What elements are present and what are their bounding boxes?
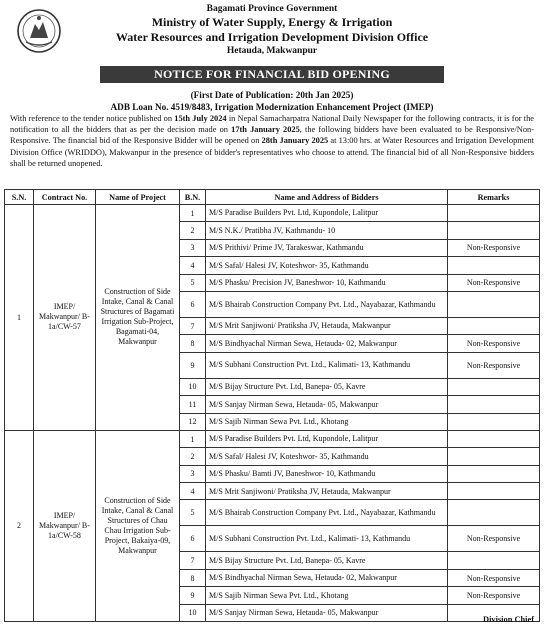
bidder-name-address: M/S Sajib Nirman Sewa Pvt. Ltd., Khotang [206, 413, 448, 430]
bidder-name-address: M/S Sanjay Nirman Sewa, Hetauda- 05, Makwanpur [206, 604, 448, 621]
bidder-number: 1 [180, 205, 206, 222]
bidder-number: 1 [180, 430, 206, 447]
header-bn: B.N. [180, 190, 206, 205]
bidder-remarks [448, 413, 540, 430]
bidder-number: 7 [180, 317, 206, 334]
office-name: Water Resources and Irrigation Development Division Office [115, 30, 429, 44]
bidder-remarks [448, 396, 540, 413]
bidder-remarks [448, 378, 540, 395]
body-text-2: in Nepal Samacharpatra National Daily Newspaper for the following contracts, it is for the notification to all the bidders that as per the decision made on [10, 114, 534, 135]
bidder-number: 7 [180, 552, 206, 569]
bidder-remarks: Non-Responsive [448, 335, 540, 352]
bidder-number: 4 [180, 483, 206, 500]
opening-date: 28th January 2025 [261, 136, 329, 146]
bidder-number: 8 [180, 569, 206, 586]
bidder-number: 5 [180, 274, 206, 291]
signature: Division Chief [483, 615, 534, 624]
bidder-name-address: M/S Bhairab Construction Company Pvt. Ltd., Nayabazar, Kathmandu [206, 291, 448, 317]
bidder-name-address: M/S Subhani Construction Pvt. Ltd., Kalimati- 13, Kathmandu [206, 526, 448, 552]
bidder-remarks: Non-Responsive [448, 239, 540, 256]
bidder-name-address: M/S Phasku/ Precision JV, Baneshwor- 10, Kathmandu [206, 274, 448, 291]
header-contract-no: Contract No. [34, 190, 96, 205]
bidder-number: 11 [180, 396, 206, 413]
bidder-number: 10 [180, 604, 206, 621]
bidder-remarks: Non-Responsive [448, 587, 540, 604]
bidder-number: 9 [180, 352, 206, 378]
bidder-number: 2 [180, 222, 206, 239]
bidder-name-address: M/S Mrit Sanjiwoni/ Pratiksha JV, Hetauda, Makwanpur [206, 317, 448, 334]
bidder-remarks [448, 448, 540, 465]
contract-number: IMEP/ Makwanpur/ B-1a/CW-58 [34, 430, 96, 621]
letterhead [0, 2, 544, 62]
loan-title: ADB Loan No. 4519/8483, Irrigation Modernization Enhancement Project (IMEP) [110, 102, 434, 112]
bidder-number: 4 [180, 257, 206, 274]
bidder-name-address: M/S Safal/ Halesi JV, Koteshwor- 35, Kathmandu [206, 448, 448, 465]
table-row [5, 430, 540, 447]
header-sn: S.N. [5, 190, 34, 205]
bidder-number: 6 [180, 291, 206, 317]
header-remarks: Remarks [448, 190, 540, 205]
bidder-name-address: M/S Bijay Structure Pvt. Ltd, Banepa- 05, Kavre [206, 378, 448, 395]
bidder-remarks [448, 500, 540, 526]
decision-date: 17th January 2025 [231, 125, 300, 135]
bidders-table-body [5, 205, 540, 622]
bidder-number: 3 [180, 239, 206, 256]
bidder-remarks: Non-Responsive [448, 526, 540, 552]
contract-number: IMEP/ Makwanpur/ B-1a/CW-57 [34, 205, 96, 431]
publication-date: (First Date of Publication: 20th Jan 2025) [190, 90, 354, 100]
bidder-remarks [448, 222, 540, 239]
table-row [5, 205, 540, 222]
bidder-name-address: M/S Sajib Nirman Sewa Pvt. Ltd., Khotang [206, 587, 448, 604]
bidder-remarks: Non-Responsive [448, 569, 540, 586]
tender-date: 15th July 2024 [174, 114, 227, 123]
bidder-name-address: M/S Sanjay Nirman Sewa, Hetauda- 05, Makwanpur [206, 396, 448, 413]
bidder-remarks [448, 465, 540, 482]
bidder-number: 9 [180, 587, 206, 604]
body-text-4: at 13:00 hrs. at Water Resources and Irrigation Development Division Office (WRIDDO), Makwanpur in the presence of bidder's representatives who choose to attend. The financial bid of all Non-Responsive bidders shall be returned unopened. [10, 136, 534, 168]
bidder-number: 10 [180, 378, 206, 395]
bidder-remarks [448, 430, 540, 447]
bidder-name-address: M/S Paradise Builders Pvt. Ltd, Kupondole, Lalitpur [206, 430, 448, 447]
body-text-3: , the following bidders have been evaluated to be Responsive/Non-Responsive. The financial bid of the Responsive Bidder will be opened on [10, 125, 535, 146]
bidder-remarks [448, 205, 540, 222]
bidder-name-address: M/S Bhairab Construction Company Pvt. Ltd., Nayabazar, Kathmandu [206, 500, 448, 526]
body-text-1: With reference to the tender notice published on [10, 114, 175, 123]
bidder-number: 8 [180, 335, 206, 352]
bidder-number: 12 [180, 413, 206, 430]
bidder-name-address: M/S Mrit Sanjiwoni/ Pratiksha JV, Hetauda, Makwanpur [206, 483, 448, 500]
office-location: Hetauda, Makwanpur [226, 46, 318, 56]
bidder-name-address: M/S Phasku/ Bamti JV, Baneshwor- 10, Kathmandu [206, 465, 448, 482]
project-name: Construction of Side Intake, Canal & Canal Structures of Bagamati Irrigation Sub-Project, Bagamati-04, Makwanpur [96, 205, 180, 431]
bidder-number: 5 [180, 500, 206, 526]
bidder-name-address: M/S Prithivi/ Prime JV, Tarakeswar, Kathmandu [206, 239, 448, 256]
serial-number: 2 [5, 430, 34, 621]
bidder-remarks [448, 291, 540, 317]
bidder-name-address: M/S Subhani Construction Pvt. Ltd., Kalimati- 13, Kathmandu [206, 352, 448, 378]
bidder-remarks [448, 317, 540, 334]
notice-title-banner: NOTICE FOR FINANCIAL BID OPENING [100, 66, 444, 83]
bidder-remarks [448, 552, 540, 569]
bidder-name-address: M/S Bijay Structure Pvt. Ltd, Banepa- 05, Kavre [206, 552, 448, 569]
bidders-table [4, 189, 540, 622]
bidder-name-address: M/S Bindhyachal Nirman Sewa, Hetauda- 02, Makwanpur [206, 569, 448, 586]
bidder-number: 2 [180, 448, 206, 465]
header-bidders: Name and Address of Bidders [206, 190, 448, 205]
header-project: Name of Project [96, 190, 180, 205]
bidder-remarks [448, 483, 540, 500]
project-name: Construction of Side Intake, Canal & Canal Structures of Chau Chau Irrigation Sub-Project, Bakaiya-09, Makwanpur [96, 430, 180, 621]
bidder-remarks [448, 257, 540, 274]
bidder-remarks: Non-Responsive [448, 352, 540, 378]
province-name: Bagamati Province Government [206, 4, 338, 14]
bidder-name-address: M/S Bindhyachal Nirman Sewa, Hetauda- 02, Makwanpur [206, 335, 448, 352]
bidder-name-address: M/S Safal/ Halesi JV, Koteshwor- 35, Kathmandu [206, 257, 448, 274]
bidder-number: 6 [180, 526, 206, 552]
bidder-remarks: Non-Responsive [448, 274, 540, 291]
serial-number: 1 [5, 205, 34, 431]
bidder-name-address: M/S Paradise Builders Pvt. Ltd, Kupondole, Lalitpur [206, 205, 448, 222]
bidder-number: 3 [180, 465, 206, 482]
notice-body [10, 113, 534, 169]
bidder-name-address: M/S N.K./ Pratibha JV, Kathmandu- 10 [206, 222, 448, 239]
ministry-name: Ministry of Water Supply, Energy & Irrigation [151, 15, 393, 29]
